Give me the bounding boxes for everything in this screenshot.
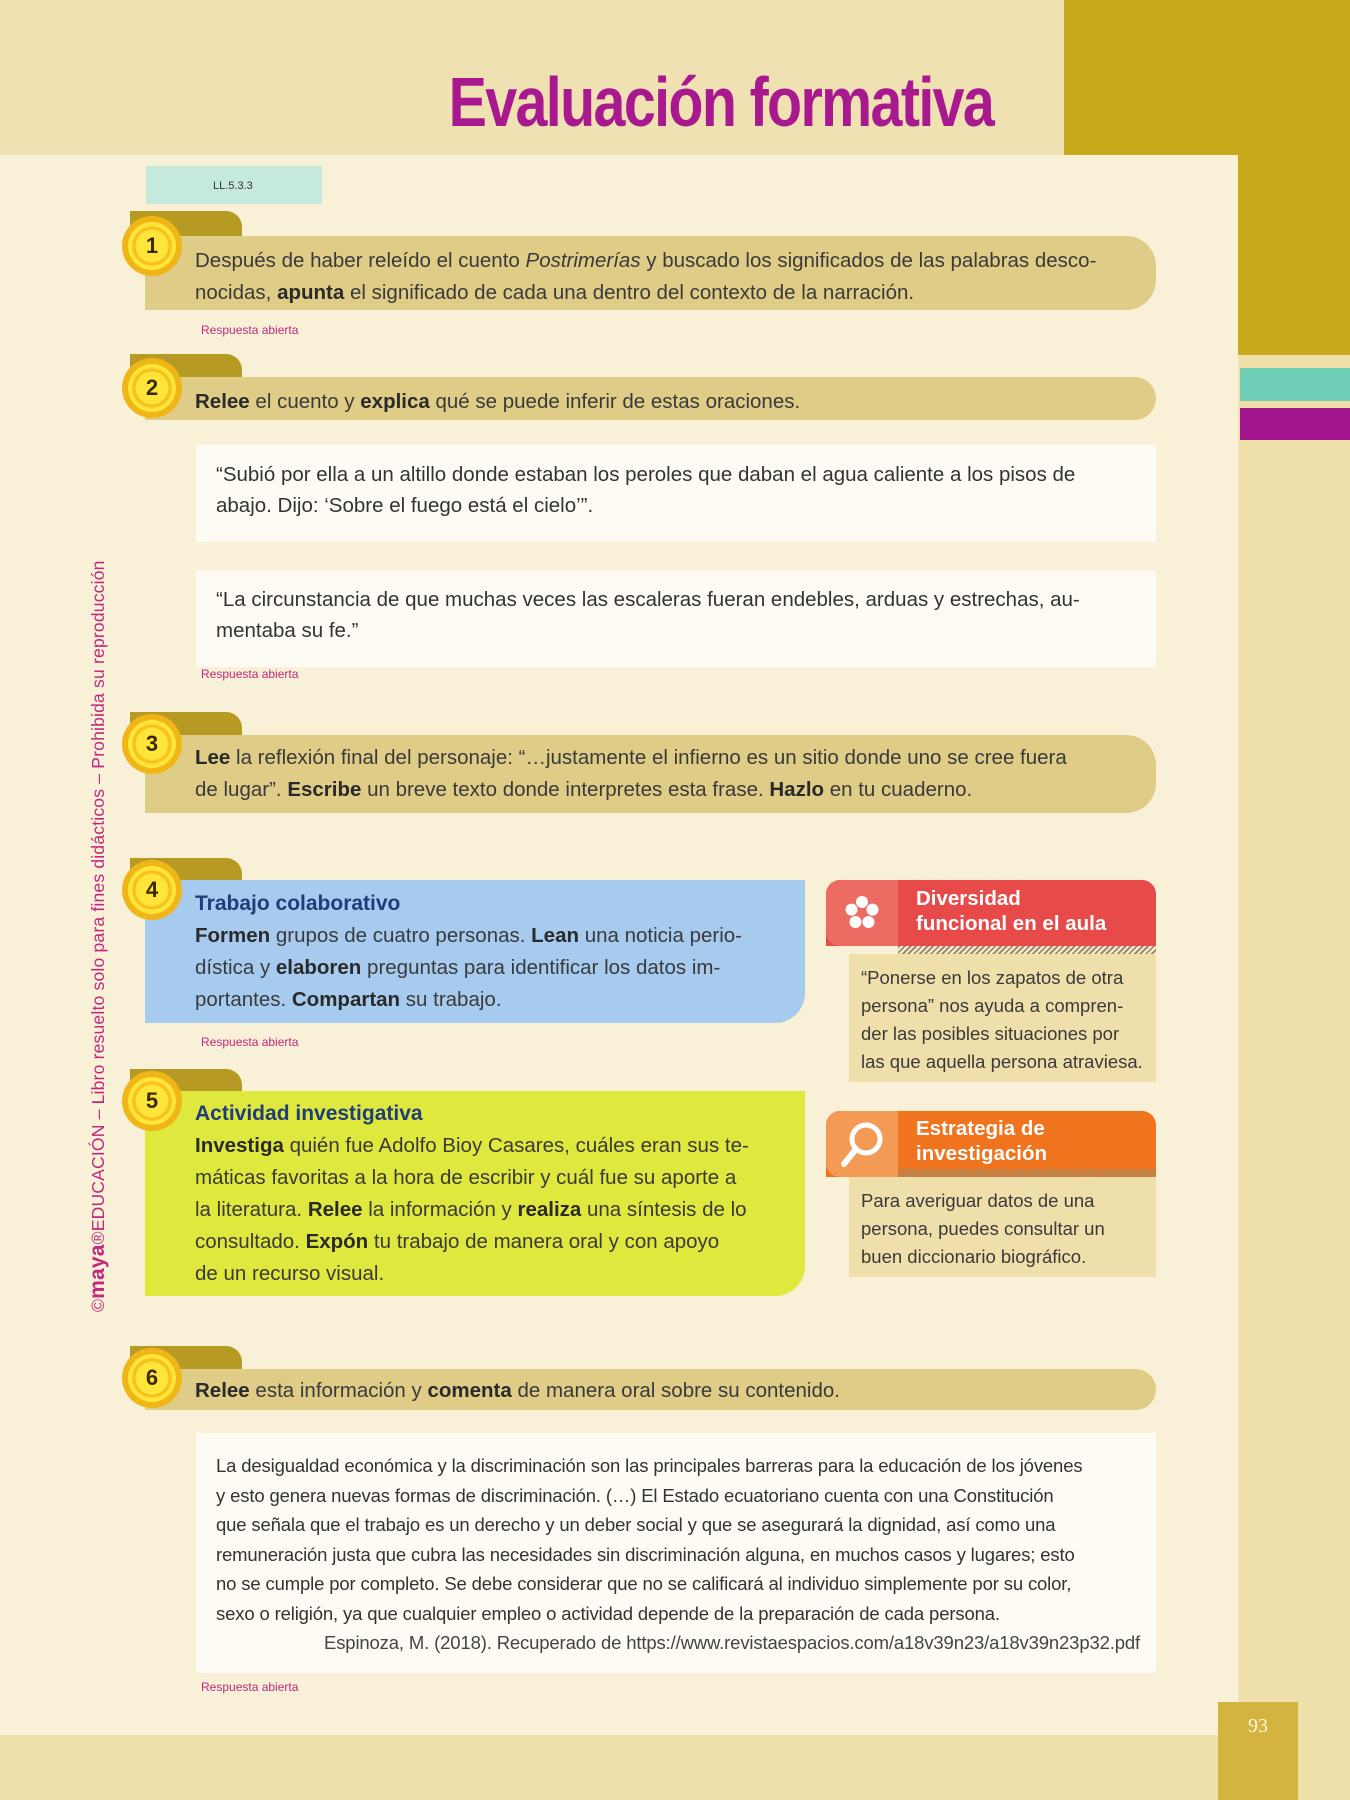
source-text-box: La desigualdad económica y la discriminación son las principales barreras para la educación de los jóvenes y esto genera nuevas formas de discriminación. (…) El Estado ecuatoriano cuenta con una Constitución que señala que el trabajo es un derecho y un deber social y que se asegurará la dignidad, así como una remuneración justa que cubra las necesidades sin discriminación alguna, en muchos casos y lugares; esto no se cumple por completo. Se debe considerar que no se calificará al individuo simplemente por su color, sexo o religión, ya que cualquier empleo o actividad depende de la preparación de cada persona. Espinoza, M. (2018). Recuperado de https://www.revistaespacios.com/a18v39n23/a18v39n23p32.pdf: [196, 1433, 1156, 1673]
quote-box: “Subió por ella a un altillo donde estaban los peroles que daban el agua caliente a los pisos de abajo. Dijo: ‘Sobre el fuego está el cielo’”.: [196, 445, 1156, 542]
item-2-instruction: Relee el cuento y explica qué se puede inferir de estas oraciones.: [195, 390, 801, 413]
magnifier-icon: [826, 1111, 898, 1177]
item-3-instruction: Lee la reflexión final del personaje: “…justamente el infierno es un sitio donde uno se cree fuera de lugar”. Escribe un breve texto donde interpretes esta frase. Hazlo en tu cuaderno.: [195, 746, 1067, 801]
right-margin-strip: [1240, 355, 1350, 1800]
answer-label: Respuesta abierta: [201, 1035, 299, 1049]
answer-label: Respuesta abierta: [201, 1680, 299, 1694]
teal-tab: [1240, 368, 1350, 401]
sidebar-body: Para averiguar datos de una persona, puedes consultar un buen diccionario biográfico.: [849, 1177, 1156, 1277]
skill-code-badge: LL.5.3.3: [146, 166, 322, 204]
item-6-instruction: Relee esta información y comenta de manera oral sobre su contenido.: [195, 1379, 840, 1402]
bottom-band: [0, 1735, 1350, 1800]
sidebar-body: “Ponerse en los zapatos de otra persona” nos ayuda a compren- der las posibles situaciones por las que aquella persona atraviesa.: [849, 954, 1156, 1082]
item-number-badge: 1: [122, 216, 182, 276]
brand-logo-text: maya: [86, 1244, 109, 1299]
item-number-badge: 2: [122, 358, 182, 418]
item-number-badge: 4: [122, 860, 182, 920]
page-number: 93: [1248, 1715, 1268, 1737]
header-hatch: [898, 946, 1156, 954]
item-number-badge: 3: [122, 714, 182, 774]
answer-label: Respuesta abierta: [201, 323, 299, 337]
box-title: Trabajo colaborativo: [195, 892, 401, 915]
sidebar-title: Diversidad funcional en el aula: [916, 887, 1107, 935]
header-hatch: [898, 1169, 1156, 1177]
item-number-badge: 5: [122, 1071, 182, 1131]
quote-box: “La circunstancia de que muchas veces las escaleras fueran endebles, arduas y estrechas, au- mentaba su fe.”: [196, 570, 1156, 667]
item-number-badge: 6: [122, 1348, 182, 1408]
box-title: Actividad investigativa: [195, 1102, 423, 1125]
item-5-instruction: Actividad investigativa Investiga quién fue Adolfo Bioy Casares, cuáles eran sus te- máticas favoritas a la hora de escribir y cuál fue su aporte a la literatura. Relee la información y realiza una síntesis de lo consultado. Expón tu trabajo de manera oral y con apoyo de un recurso visual.: [195, 1098, 805, 1290]
flower-icon: [826, 880, 898, 946]
item-4-instruction: Trabajo colaborativo Formen grupos de cuatro personas. Lean una noticia perio- dística y elaboren preguntas para identificar los datos im- portantes. Compartan su trabajo.: [195, 888, 805, 1016]
answer-label: Respuesta abierta: [201, 667, 299, 681]
magenta-tab: [1240, 408, 1350, 440]
page-title: Evaluación formativa: [448, 63, 994, 141]
citation: Espinoza, M. (2018). Recuperado de https://www.revistaespacios.com/a18v39n23/a18v39n23p32.pdf: [324, 1632, 1140, 1653]
item-1-instruction: Después de haber releído el cuento Postrimerías y buscado los significados de las palabras desco- nocidas, apunta el significado de cada una dentro del contexto de la narración.: [195, 249, 1097, 304]
sidebar-title: Estrategia de investigación: [916, 1117, 1048, 1165]
copyright-vertical-text: ©maya®EDUCACIÓN – Libro resuelto solo para fines didácticos – Prohibida su reproducción: [86, 560, 109, 1312]
